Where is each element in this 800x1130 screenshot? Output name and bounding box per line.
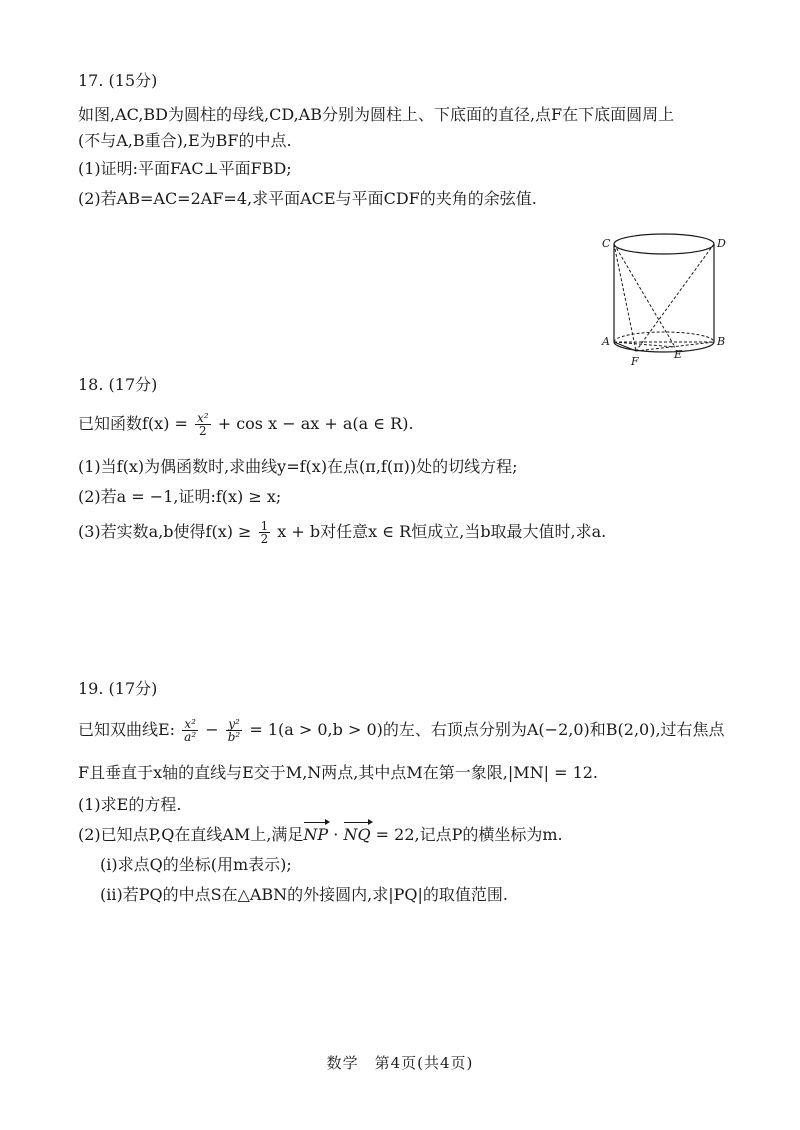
q18-half-denominator: 2 <box>260 532 269 546</box>
q19-part2-a: (2)已知点P,Q在直线AM上,满足 <box>78 825 304 844</box>
q17-stem-line2: (不与A,B重合),E为BF的中点. <box>78 131 292 150</box>
q17-part2: (2)若AB=AC=2AF=4,求平面ACE与平面CDF的夹角的余弦值. <box>78 189 537 208</box>
q18-frac-numerator: x² <box>197 411 209 425</box>
q17-stem-line1: 如图,AC,BD为圆柱的母线,CD,AB分别为圆柱上、下底面的直径,点F在下底面圆周上 <box>78 105 675 124</box>
q19-frac-x-numerator: x² <box>182 718 198 731</box>
q18-part2: (2)若a = −1,证明:f(x) ≥ x; <box>78 487 282 506</box>
q19-fraction-y <box>226 718 243 743</box>
vector-NP: NP <box>303 825 329 844</box>
q19-stem-rest: = 1(a > 0,b > 0)的左、右顶点分别为A(−2,0)和B(2,0),过右焦点 <box>249 720 725 739</box>
q18-part3-b: x + b对任意x ∈ R恒成立,当b取最大值时,求a. <box>277 522 607 541</box>
q18-half-numerator: 1 <box>260 519 269 533</box>
q19-stem-line2: F且垂直于x轴的直线与E交于M,N两点,其中点M在第一象限,|MN| = 12. <box>78 763 599 782</box>
label-C: C <box>602 237 611 250</box>
q19-fraction-x <box>182 718 198 743</box>
label-B: B <box>717 335 726 348</box>
label-D: D <box>717 237 726 250</box>
top-base-ellipse <box>614 234 714 254</box>
label-A: A <box>602 335 610 348</box>
segment-CF <box>614 244 636 351</box>
label-F: F <box>631 355 639 368</box>
segment-DF <box>636 244 714 351</box>
q18-half-fraction <box>259 520 271 545</box>
q19-dot: · <box>328 825 344 844</box>
q19-frac-y-denominator: b² <box>227 730 241 744</box>
q18-part3 <box>78 520 606 545</box>
cylinder-figure <box>598 226 738 372</box>
q18-function-definition <box>78 412 414 437</box>
q18-number: 18. (17分) <box>78 375 158 394</box>
q19-number: 19. (17分) <box>78 679 158 698</box>
q19-frac-y-numerator: y² <box>226 718 243 731</box>
q19-sub2: (ⅱ)若PQ的中点S在△ABN的外接圆内,求|PQ|的取值范围. <box>100 885 509 904</box>
label-E: E <box>674 348 683 361</box>
q19-intro: 已知双曲线E: <box>78 720 176 739</box>
q18-frac-denominator: 2 <box>199 424 207 438</box>
segment-CE <box>614 244 675 347</box>
q19-hyperbola-line <box>78 718 725 743</box>
q18-part3-a: (3)若实数a,b使得f(x) ≥ <box>78 522 252 541</box>
q19-part2 <box>78 824 563 846</box>
q17-part1: (1)证明:平面FAC⊥平面FBD; <box>78 159 292 178</box>
vector-NQ: NQ <box>343 825 371 844</box>
page-footer: 数学 第4页(共4页) <box>326 1054 474 1072</box>
q19-sub1: (ⅰ)求点Q的坐标(用m表示); <box>100 855 292 874</box>
q18-fraction <box>195 412 211 437</box>
q19-part1: (1)求E的方程. <box>78 795 182 814</box>
q19-part2-b: = 22,记点P的横坐标为m. <box>370 825 563 844</box>
bottom-base-back <box>614 332 714 342</box>
q19-minus: − <box>205 720 219 739</box>
q19-frac-x-denominator: a² <box>184 730 197 744</box>
q18-intro: 已知函数f(x) = <box>78 414 188 433</box>
q18-func-rest: + cos x − ax + a(a ∈ R). <box>217 414 414 433</box>
q17-number: 17. (15分) <box>78 71 158 90</box>
q18-part1: (1)当f(x)为偶函数时,求曲线y=f(x)在点(π,f(π))处的切线方程; <box>78 457 518 476</box>
